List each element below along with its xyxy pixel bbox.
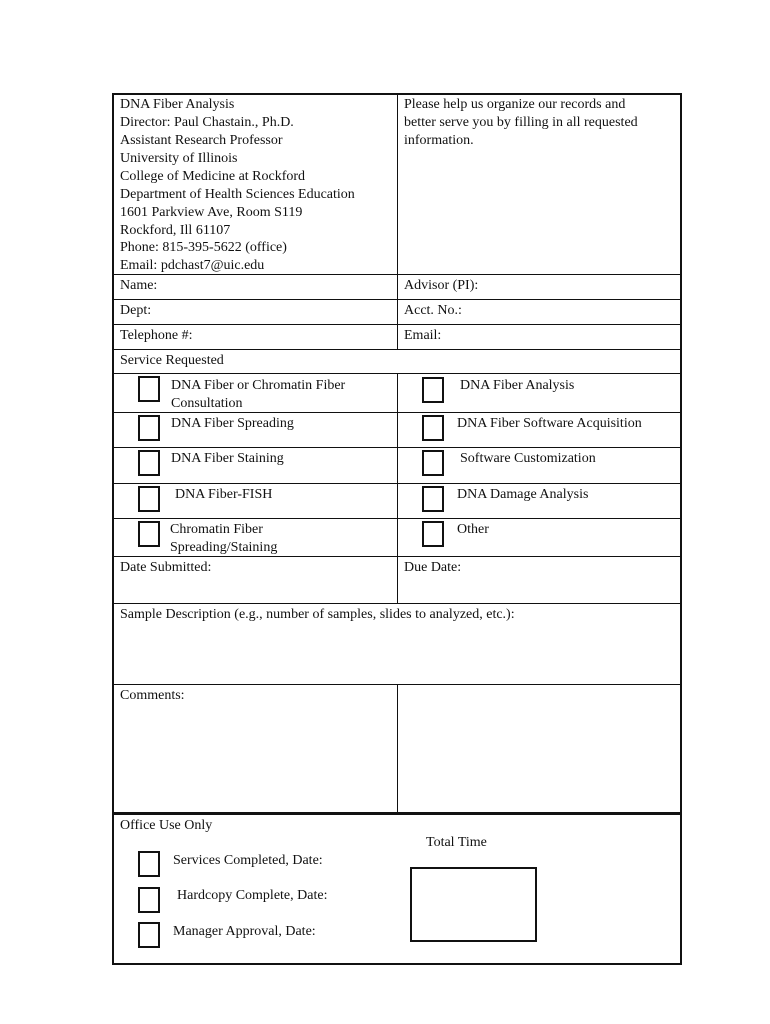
checkbox-fiber-analysis[interactable] xyxy=(422,377,444,403)
service-label: DNA Fiber Analysis xyxy=(460,378,575,393)
service-requested-heading: Service Requested xyxy=(120,353,224,368)
row-line xyxy=(113,518,681,519)
header-line: Department of Health Sciences Education xyxy=(120,187,355,202)
total-time-label: Total Time xyxy=(426,835,487,850)
checkbox-fiber-consultation[interactable] xyxy=(138,376,160,402)
service-label: Other xyxy=(457,522,489,537)
checkbox-damage-analysis[interactable] xyxy=(422,486,444,512)
sample-description-label[interactable]: Sample Description (e.g., number of samples, slides to analyzed, etc.): xyxy=(120,607,515,622)
checkbox-fiber-spreading[interactable] xyxy=(138,415,160,441)
service-label: DNA Damage Analysis xyxy=(457,487,589,502)
dept-field-label[interactable]: Dept: xyxy=(120,303,152,318)
header-line: 1601 Parkview Ave, Room S119 xyxy=(120,205,303,220)
advisor-field-label[interactable]: Advisor (PI): xyxy=(404,278,479,293)
service-label: DNA Fiber Spreading xyxy=(171,416,294,431)
row-line xyxy=(113,299,681,300)
row-line xyxy=(113,349,681,350)
service-label: DNA Fiber Staining xyxy=(171,451,284,466)
email-field-label[interactable]: Email: xyxy=(404,328,442,343)
service-label: Software Customization xyxy=(460,451,596,466)
instructions-line: information. xyxy=(404,133,474,148)
service-label: Consultation xyxy=(171,396,243,411)
column-divider-comments xyxy=(397,684,398,813)
header-line: Phone: 815-395-5622 (office) xyxy=(120,240,287,255)
row-line xyxy=(113,684,681,685)
checkbox-chromatin-spreading[interactable] xyxy=(138,521,160,547)
acct-field-label[interactable]: Acct. No.: xyxy=(404,303,462,318)
total-time-box[interactable] xyxy=(410,867,537,942)
checkbox-manager-approval[interactable] xyxy=(138,922,160,948)
checkbox-fiber-fish[interactable] xyxy=(138,486,160,512)
checkbox-services-completed[interactable] xyxy=(138,851,160,877)
service-label: DNA Fiber or Chromatin Fiber xyxy=(171,378,346,393)
checkbox-hardcopy-complete[interactable] xyxy=(138,887,160,913)
name-field-label[interactable]: Name: xyxy=(120,278,158,293)
office-item-label: Manager Approval, Date: xyxy=(173,924,316,939)
checkbox-software-acquisition[interactable] xyxy=(422,415,444,441)
checkbox-other[interactable] xyxy=(422,521,444,547)
header-line: Assistant Research Professor xyxy=(120,133,283,148)
header-line: University of Illinois xyxy=(120,151,238,166)
office-item-label: Services Completed, Date: xyxy=(173,853,323,868)
instructions-line: Please help us organize our records and xyxy=(404,97,626,112)
instructions-line: better serve you by filling in all requested xyxy=(404,115,638,130)
row-line xyxy=(113,447,681,448)
service-label: Spreading/Staining xyxy=(170,540,278,555)
checkbox-software-customization[interactable] xyxy=(422,450,444,476)
header-line: Director: Paul Chastain., Ph.D. xyxy=(120,115,294,130)
comments-label[interactable]: Comments: xyxy=(120,688,185,703)
header-line: College of Medicine at Rockford xyxy=(120,169,306,184)
service-label: Chromatin Fiber xyxy=(170,522,263,537)
column-divider-service xyxy=(397,373,398,603)
header-line: DNA Fiber Analysis xyxy=(120,97,235,112)
row-line xyxy=(113,373,681,374)
office-use-heading: Office Use Only xyxy=(120,818,213,833)
checkbox-fiber-staining[interactable] xyxy=(138,450,160,476)
date-submitted-label[interactable]: Date Submitted: xyxy=(120,560,212,575)
service-label: DNA Fiber-FISH xyxy=(175,487,273,502)
row-line xyxy=(113,603,681,604)
column-divider-top xyxy=(397,94,398,350)
header-line: Rockford, Ill 61107 xyxy=(120,223,231,238)
due-date-label[interactable]: Due Date: xyxy=(404,560,462,575)
row-line xyxy=(113,483,681,484)
row-line xyxy=(113,324,681,325)
telephone-field-label[interactable]: Telephone #: xyxy=(120,328,193,343)
service-label: DNA Fiber Software Acquisition xyxy=(457,416,642,431)
header-line: Email: pdchast7@uic.edu xyxy=(120,258,265,273)
office-item-label: Hardcopy Complete, Date: xyxy=(177,888,328,903)
